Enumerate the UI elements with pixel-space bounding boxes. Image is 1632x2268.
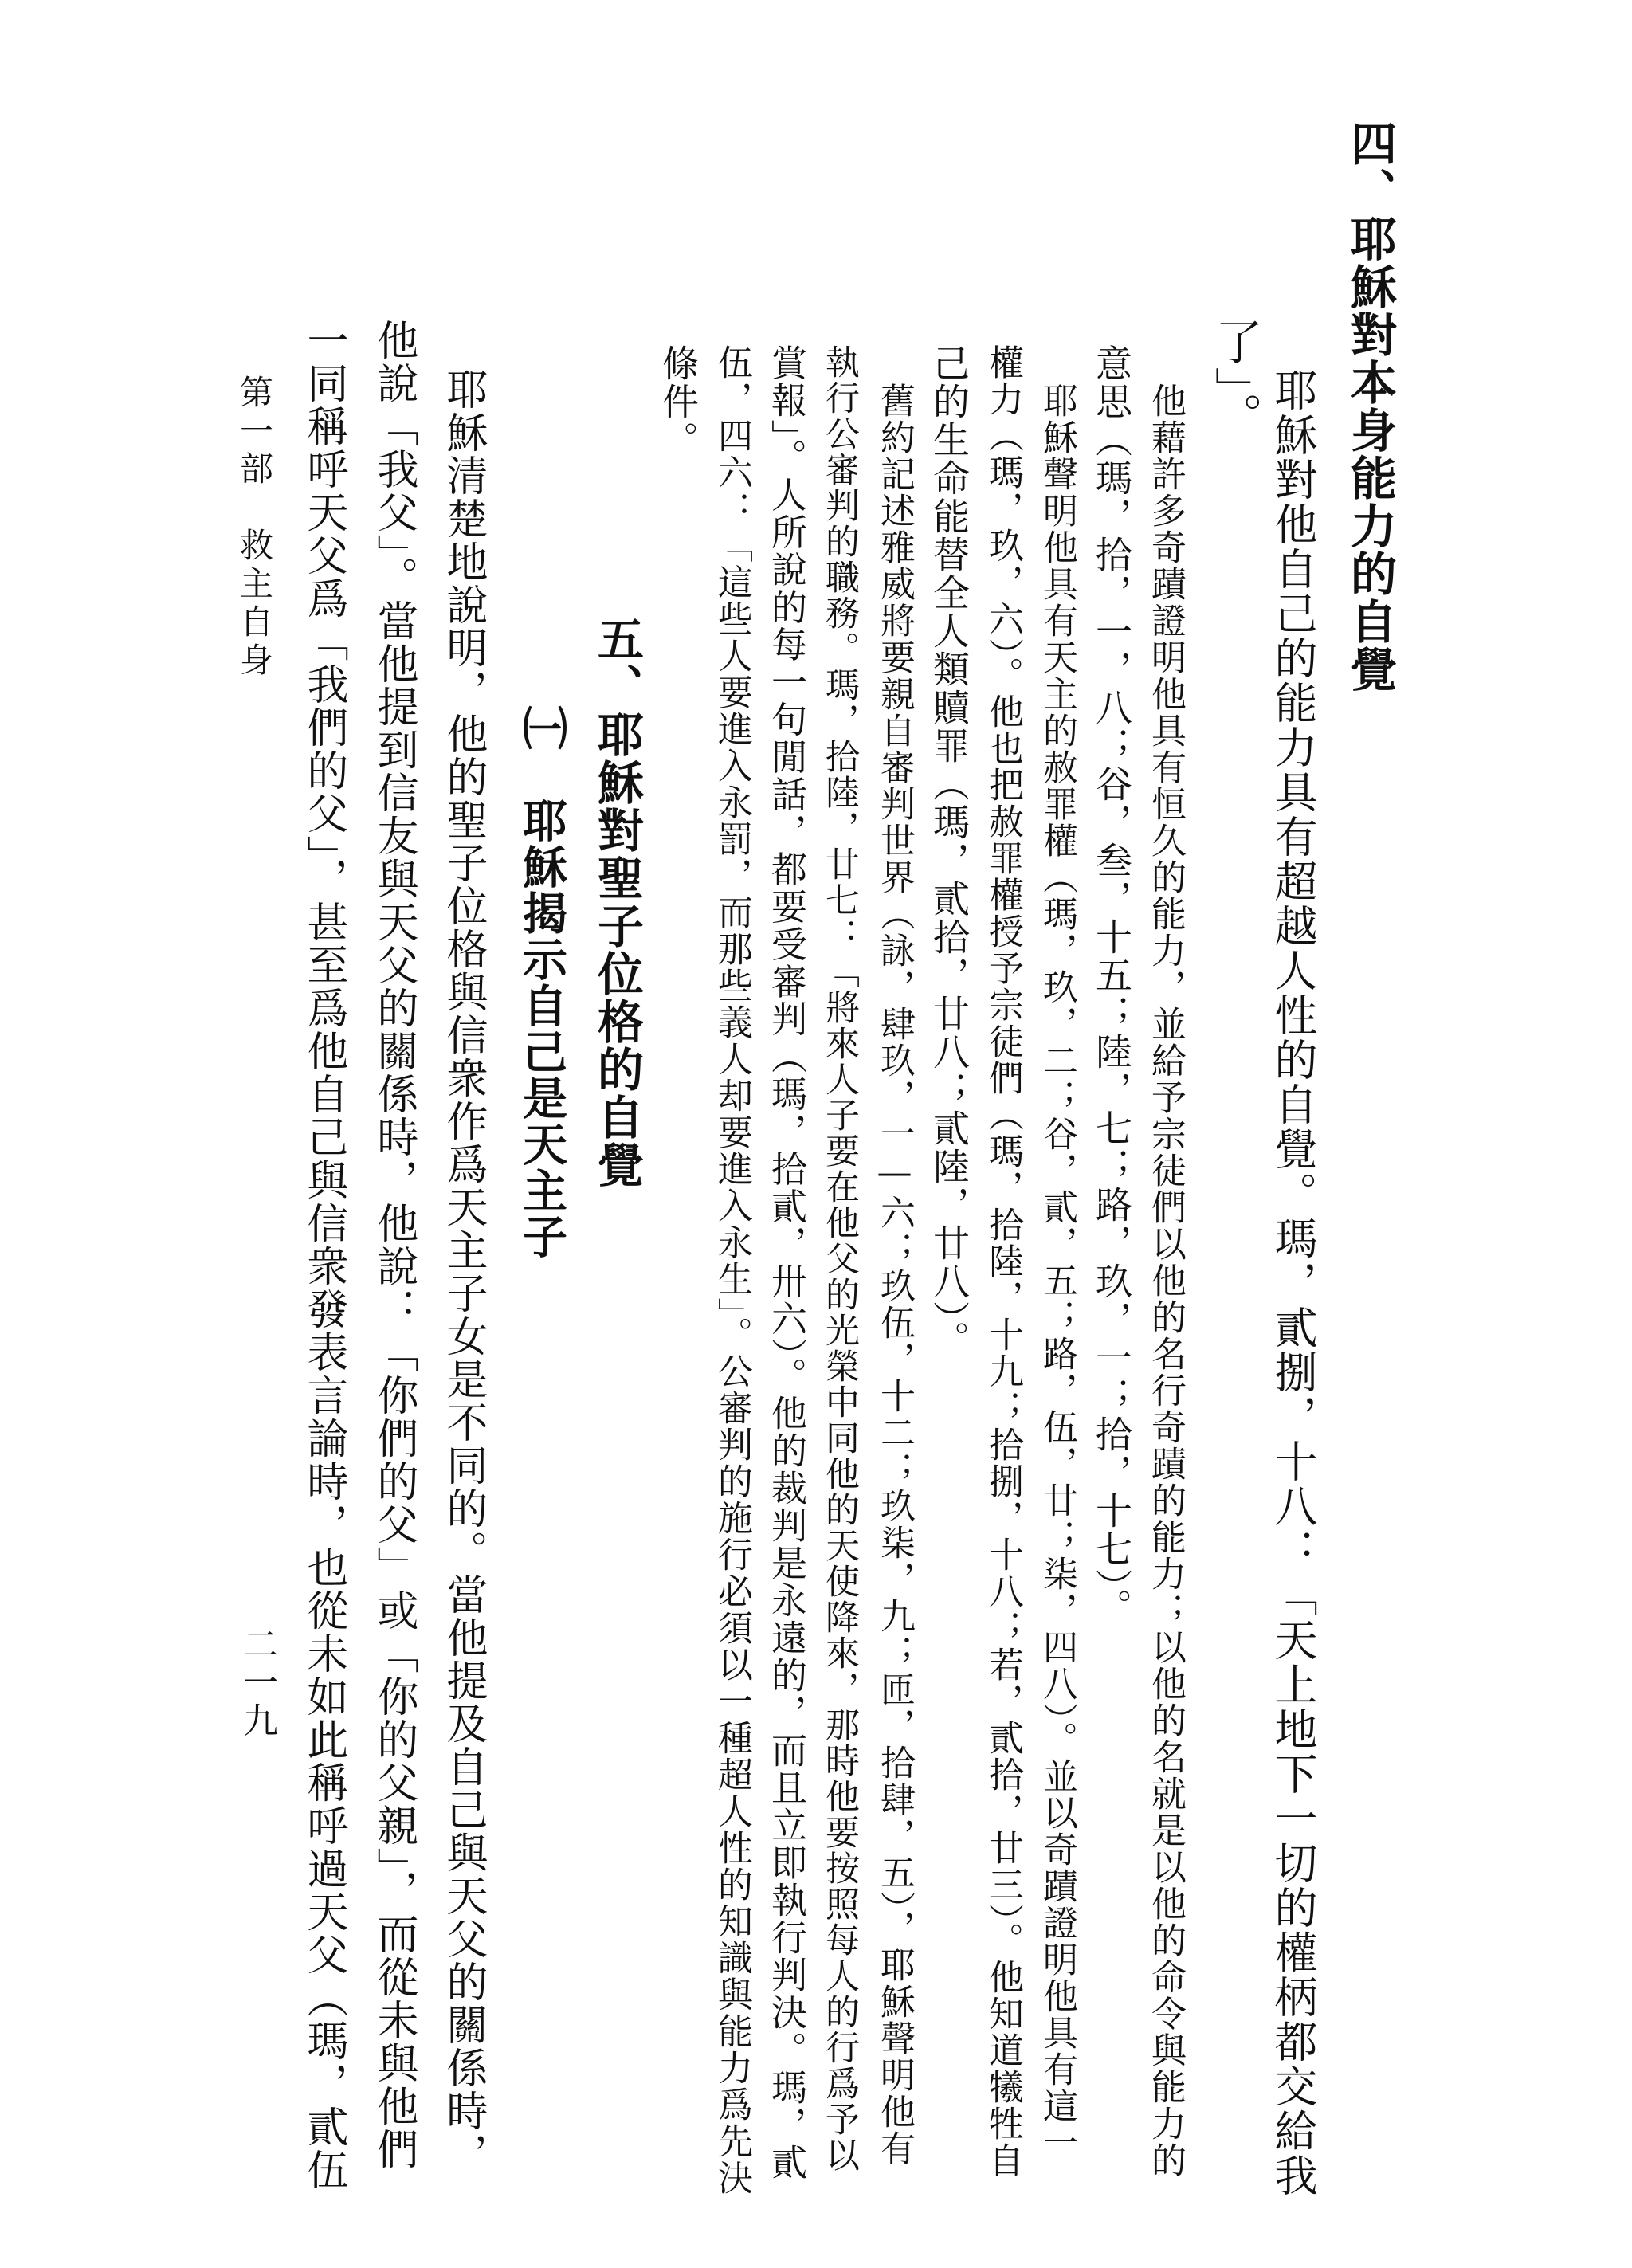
body-line: 執行公審判的職務。瑪，拾陸，廿七：「將來人子要在他父的光榮中同他的天使降來，那時他要按照每人的行爲予以 xyxy=(820,344,860,2173)
body-line: 耶穌對他自己的能力具有超越人性的自覺。瑪，貳捌，十八：「天上地下一切的權柄都交給我 xyxy=(1268,368,1318,2198)
body-line: 權力（瑪，玖，六）。他也把赦罪權授予宗徒們（瑪，拾陸，十九；拾捌，十八；若，貳拾，廿三）。他知道犧牲自 xyxy=(983,344,1023,2179)
running-title: 第一部 救主自身 xyxy=(235,375,274,681)
section-heading: 五、耶穌對聖子位格的自覺 xyxy=(590,615,644,1189)
body-line: 耶穌清楚地說明，他的聖子位格與信衆作爲天主子女是不同的。當他提及自己與天父的關係時， xyxy=(439,368,487,2176)
body-line: 伍，四六：「這些人要進入永罰，而那些義人却要進入永生」。公審判的施行必須以一種超人性的知識與能力爲先決 xyxy=(712,344,752,2196)
body-line: 舊約記述雅威將要親自審判世界（詠，肆玖，一—六；玖伍，十二；玖柒，九；匝，拾肆，五），耶穌聲明他有 xyxy=(874,383,915,2167)
body-line: 他藉許多奇蹟證明他具有恒久的能力，並給予宗徒們以他的名行奇蹟的能力；以他的名就是以他的命令與能力的 xyxy=(1145,383,1186,2179)
body-line: 意思（瑪，拾，一，八；谷，叁，十五；陸，七；路，玖，一；拾，十七）。 xyxy=(1090,344,1133,1626)
body-line: 己的生命能替全人類贖罪（瑪，貳拾，廿八；貳陸，廿八）。 xyxy=(928,344,971,1359)
body-line: 耶穌聲明他具有天主的赦罪權（瑪，玖，二；谷，貳，五；路，伍，廿；柒，四八）。並以奇蹟證明他具有這一 xyxy=(1037,383,1077,2161)
sub-heading: ㈠ 耶穌揭示自己是天主子 xyxy=(516,705,568,1260)
page-number: 二一九 xyxy=(237,1626,277,1740)
body-line: 賞報」。人所說的每一句閒話，都要受審判（瑪，拾貳，卅六）。他的裁判是永遠的，而且立即執行判決。瑪，貳 xyxy=(765,344,807,2181)
section-heading: 四、耶穌對本身能力的自覺 xyxy=(1343,120,1397,693)
body-line: 他說「我父」。當他提到信友與天父的關係時，他說：「你們的父」或「你的父親」，而從未與他們 xyxy=(370,319,418,2171)
body-line: 了」。 xyxy=(1207,317,1263,441)
body-line: 條件。 xyxy=(657,344,700,459)
body-line: 一同稱呼天父爲「我們的父」，甚至爲他自己與信衆發表言論時，也從未如此稱呼過天父（瑪，貳伍 xyxy=(300,319,347,2191)
